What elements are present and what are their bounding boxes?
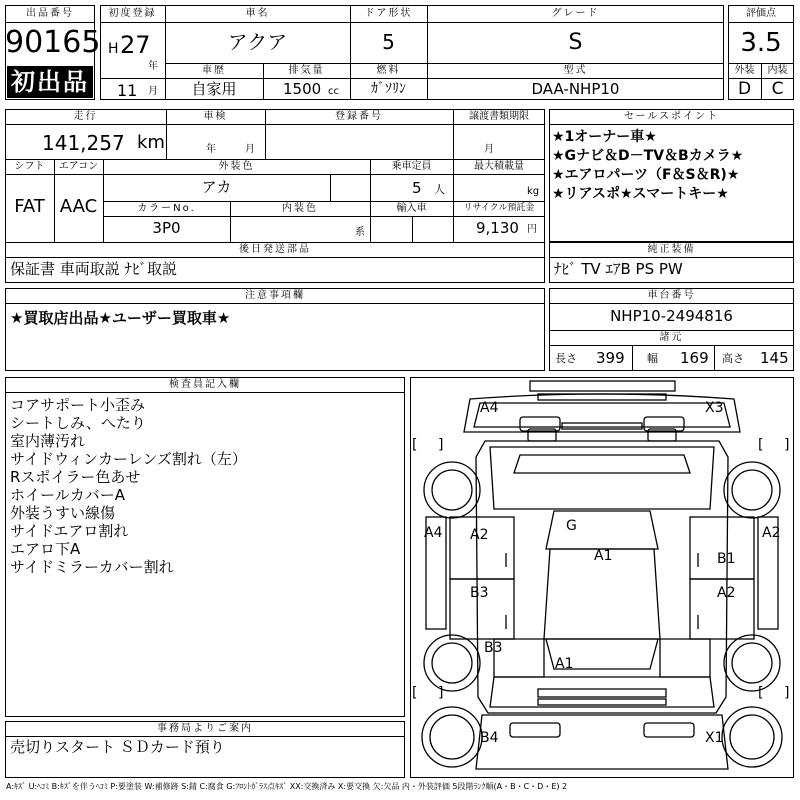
load-unit: kg [527,186,540,197]
car-diagram [410,377,794,778]
color-label: 外装色 [218,161,255,172]
sales-point: ★エアロパーツ（F＆S＆R)★ [552,167,740,183]
svg-text:]: ] [438,437,444,453]
shift-label: シフト [14,161,45,172]
damage-a4-left: A4 [424,525,443,541]
model: DAA-NHP10 [531,80,620,98]
damage-a2-rdoor: A2 [717,585,736,601]
inspector-line: サイドミラーカバー割れ [10,558,174,576]
transfer-label: 譲渡書類期限 [469,111,529,122]
import-label: 輸入車 [396,203,427,214]
chassis-label: 車台番号 [647,290,696,301]
inspection-month-unit: 月 [245,144,255,155]
reg-year: 27 [120,31,151,59]
svg-text:[: [ [758,437,764,453]
fuel-label: 燃料 [376,65,401,76]
score-label: 評価点 [746,8,776,19]
sales-points-label: セールスポイント [623,111,720,122]
interior-grade: C [771,79,784,99]
history: 自家用 [191,80,237,98]
score: 3.5 [740,28,782,58]
load-label: 最大積載量 [474,161,524,172]
damage-a1-roof: A1 [594,548,613,564]
interior-color-label: 内装色 [282,203,318,214]
office-label: 事務局よりご案内 [157,723,253,734]
mileage: 141,257 [42,131,125,155]
damage-a2-right: A2 [762,525,781,541]
doors: 5 [382,30,395,54]
era: H [108,41,119,57]
inspector-line: ホイールカバーA [10,486,125,504]
car-name-label: 車名 [245,8,270,19]
first-listing-badge: 初出品 [7,66,93,98]
inspector-line: 外装うすい線傷 [10,504,116,522]
width: 169 [680,349,709,367]
length: 399 [596,349,625,367]
svg-text:[: [ [412,437,418,453]
exterior-label: 外装 [734,65,755,76]
inspector-line: エアロ下A [10,540,81,558]
shift: FAT [14,196,45,217]
grade: S [568,30,583,55]
car-name: アクア [227,30,288,54]
displacement-unit: cc [328,86,339,97]
inspector-line: コアサポート小歪み [10,396,146,414]
equipment-label: 純正装備 [647,244,696,255]
sales-point: ★1オーナー車★ [552,129,657,145]
transfer-month-unit: 月 [484,144,494,155]
reg-year-unit: 年 [148,61,158,72]
later-parts-label: 後日発送部品 [239,244,311,255]
notes-label: 注意事項欄 [245,290,305,301]
svg-text:]: ] [438,685,444,701]
damage-a4-top: A4 [480,400,499,416]
reg-month-unit: 月 [148,86,158,97]
recycle: 9,130 [476,219,519,237]
reg-month: 11 [117,81,138,100]
lot-label: 出品番号 [26,8,74,19]
legend: A:ｷｽﾞ U:ﾍｺﾐ B:ｷｽﾞを伴うﾍｺﾐ P:要塗装 W:補修跡 S:錆 C:腐食 G:ﾌﾛﾝﾄｶﾞﾗｽ点ｷｽﾞ XX:交換済み X:要交換 欠:欠品 内・外装評価 5段階ﾗﾝｸ順(A・B・C・D・E) 2 [6,782,568,791]
color-no-label: カラーNo. [137,203,196,214]
ac-label: エアコン [58,161,99,172]
inspector-line: サイドウィンカーレンズ割れ（左） [10,450,247,468]
dims-label: 諸元 [659,332,684,343]
capacity-label: 乗車定員 [391,161,432,172]
inspector-label: 検査員記入欄 [169,379,241,390]
chassis-number: NHP10-2494816 [610,307,733,325]
displacement-label: 排気量 [288,65,325,76]
damage-x3-top: X3 [705,400,724,416]
damage-g-glass: G [566,518,577,534]
damage-a2-door: A2 [470,527,489,543]
sales-points-list [552,128,743,204]
svg-text:[: [ [412,685,418,701]
history-label: 車歴 [202,65,226,76]
recycle-unit: 円 [527,224,537,235]
interior-color-unit: 系 [355,227,365,238]
inspection-year-unit: 年 [206,144,216,155]
recycle-label: リサイクル預託金 [463,203,535,213]
sales-point: ★リアスポ★スマートキー★ [552,186,729,202]
office-note: 売切りスタート ＳＤカード預り [10,738,225,756]
model-label: 型式 [563,65,588,76]
ac: AAC [59,196,98,217]
svg-text:[: [ [758,685,764,701]
color: アカ [201,178,232,196]
inspector-line: Rスポイラー色あせ [10,468,141,486]
damage-b3-rear: B3 [484,640,503,656]
width-label: 幅 [647,352,658,365]
exterior-grade: D [737,79,752,99]
capacity: 5 [412,179,422,197]
svg-text:]: ] [784,685,790,701]
inspector-line: 室内薄汚れ [10,432,86,450]
lot-number: 90165 [5,25,101,60]
damage-a1-trunk: A1 [555,656,574,672]
damage-x1-bottom: X1 [705,730,724,746]
mileage-unit: km [137,132,165,153]
interior-label: 内装 [767,65,788,76]
plate-label: 登録番号 [335,111,383,122]
notes: ★買取店出品★ユーザー買取車★ [10,309,231,327]
fuel: ｶﾞｿﾘﾝ [371,81,406,97]
damage-b4-bottom: B4 [480,730,499,746]
later-parts: 保証書 車両取説 ﾅﾋﾞ取説 [10,260,178,278]
length-label: 長さ [555,352,577,365]
equipment: ﾅﾋﾞ TV ｴｱB PS PW [554,260,683,278]
inspection-label: 車検 [203,111,228,122]
sales-point: ★Gナビ＆D－TV＆Bカメラ★ [552,148,744,164]
first-reg-label: 初度登録 [108,8,157,19]
displacement: 1500 [283,80,322,98]
height: 145 [760,349,789,367]
inspector-line: シートしみ、へたり [10,414,146,432]
grade-label: グレード [551,8,600,19]
mileage-label: 走行 [73,111,98,122]
inspector-line: サイドエアロ割れ [10,522,129,540]
height-label: 高さ [722,352,744,365]
damage-b1-door: B1 [717,551,736,567]
inspector-list [10,396,247,576]
capacity-unit: 人 [434,183,445,196]
door-label: ドア形状 [364,8,413,19]
damage-b3-door: B3 [470,585,489,601]
svg-text:]: ] [784,437,790,453]
color-no: 3P0 [152,219,181,237]
